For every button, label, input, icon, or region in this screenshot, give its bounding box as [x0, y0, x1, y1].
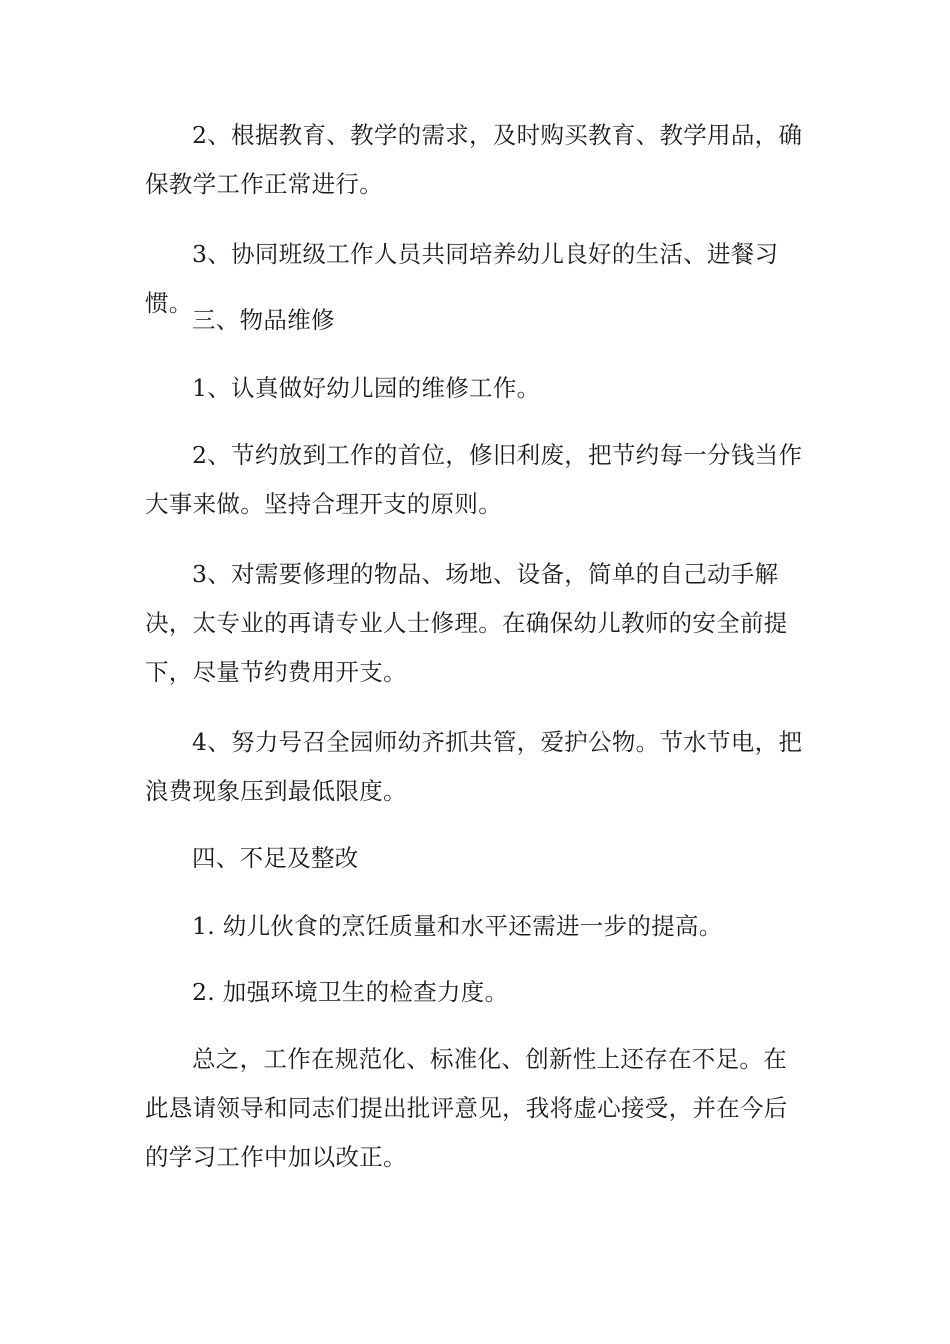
section-heading-shortcomings: 四、不足及整改 — [192, 844, 359, 872]
paragraph-purchase-supplies: 2、根据教育、教学的需求，及时购买教育、教学用品，确保教学工作正常进行。 — [145, 121, 803, 198]
paragraph-conclusion: 总之，工作在规范化、标准化、创新性上还存在不足。在此恳请领导和同志们提出批评意见，我将虚心接受，并在今后的学习工作中加以改正。 — [145, 1045, 788, 1171]
paragraph-save-water-power: 4、努力号召全园师幼齐抓共管，爱护公物。节水节电，把浪费现象压到最低限度。 — [145, 728, 803, 805]
section-heading-maintenance: 三、物品维修 — [192, 306, 335, 334]
paragraph-hygiene-inspection: 2. 加强环境卫生的检查力度。 — [192, 978, 509, 1006]
paragraph-maintenance-work: 1、认真做好幼儿园的维修工作。 — [192, 374, 541, 402]
paragraph-repair-items: 3、对需要修理的物品、场地、设备，简单的自己动手解决，太专业的再请专业人士修理。在确保幼儿教师的安全前提下，尽量节约费用开支。 — [145, 560, 788, 686]
paragraph-improve-cooking: 1. 幼儿伙食的烹饪质量和水平还需进一步的提高。 — [192, 912, 723, 940]
paragraph-saving-first: 2、节约放到工作的首位，修旧利废，把节约每一分钱当作大事来做。坚持合理开支的原则。 — [145, 441, 803, 518]
paragraph-cooperate-habits: 3、协同班级工作人员共同培养幼儿良好的生活、进餐习惯。 — [145, 240, 779, 317]
